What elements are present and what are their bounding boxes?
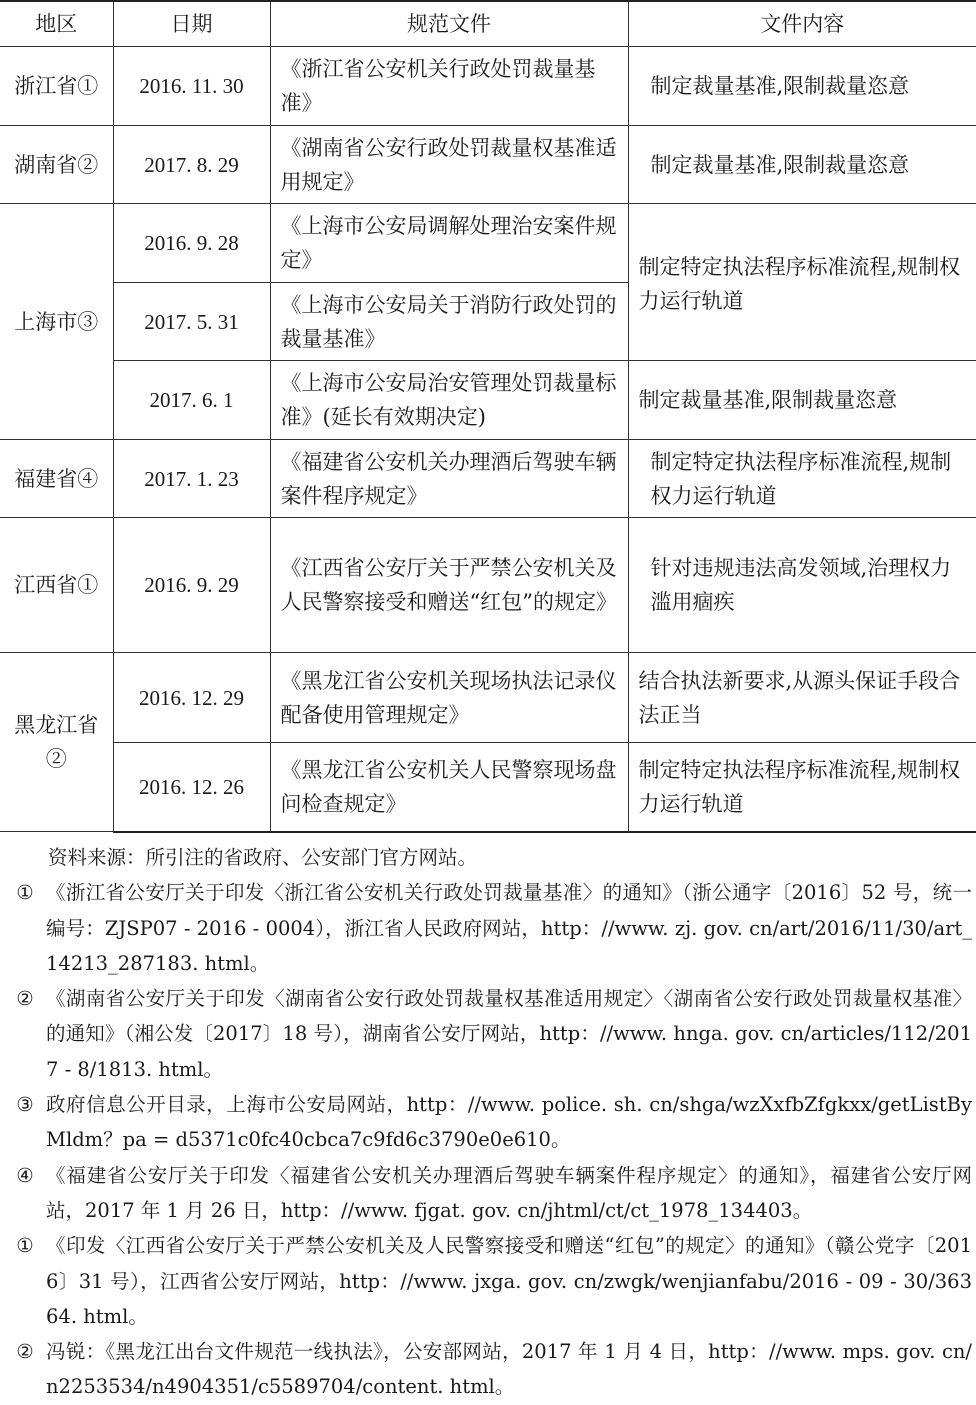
footnote-marker: ① [16, 1234, 34, 1258]
document-cell: 《上海市公安局关于消防行政处罚的裁量基准》 [270, 283, 628, 361]
document-cell: 《福建省公安机关办理酒后驾驶车辆案件程序规定》 [270, 440, 628, 518]
header-region: 地区 [0, 1, 113, 47]
content-cell: 制定裁量基准,限制裁量恣意 [628, 361, 976, 440]
table-row [0, 653, 976, 743]
date-cell: 2016. 11. 30 [113, 47, 270, 126]
document-cell: 《黑龙江省公安机关人民警察现场盘问检查规定》 [270, 743, 628, 832]
table-row [0, 440, 976, 518]
region-cell: 黑龙江省② [0, 653, 113, 832]
region-cell: 上海市③ [0, 204, 113, 440]
table-row [0, 518, 976, 653]
header-date: 日期 [113, 1, 270, 47]
footnote-text: 《浙江省公安厅关于印发〈浙江省公安机关行政处罚裁量基准〉的通知》（浙公通字〔2016〕52 号，统一编号：ZJSP07 - 2016 - 0004），浙江省人民政府网站，http：//www. zj. gov. cn/art/2016/11/30/art_ 14213_287183. html。 [46, 881, 972, 975]
footnote [0, 1334, 976, 1405]
content-cell: 结合执法新要求,从源头保证手段合法正当 [628, 653, 976, 743]
footnote-marker: ① [16, 881, 34, 905]
content-cell: 制定特定执法程序标准流程,规制权力运行轨道 [628, 204, 976, 361]
header-document: 规范文件 [270, 1, 628, 47]
document-cell: 《黑龙江省公安机关现场执法记录仪配备使用管理规定》 [270, 653, 628, 743]
date-cell: 2017. 5. 31 [113, 283, 270, 361]
footnote [0, 875, 976, 981]
source-line: 资料来源：所引注的省政府、公安部门官方网站。 [48, 846, 478, 869]
document-cell: 《江西省公安厅关于严禁公安机关及人民警察接受和赠送“红包”的规定》 [270, 518, 628, 653]
date-cell: 2017. 6. 1 [113, 361, 270, 440]
content-cell: 制定特定执法程序标准流程,规制权力运行轨道 [628, 440, 976, 518]
date-cell: 2017. 1. 23 [113, 440, 270, 518]
document-cell: 《上海市公安局调解处理治安案件规定》 [270, 204, 628, 283]
footnote-marker: ② [16, 987, 34, 1011]
footnote-text: 《印发〈江西省公安厅关于严禁公安机关及人民警察接受和赠送“红包”的规定〉的通知》（赣公党字〔2016〕31 号），江西省公安厅网站，http：//www. jxga. gov. cn/zwgk/wenjianfabu/2016 - 09 - 30/36364. html。 [46, 1234, 972, 1328]
footnote [0, 1228, 976, 1334]
region-cell: 湖南省② [0, 126, 113, 204]
date-cell: 2016. 12. 29 [113, 653, 270, 743]
table-row [0, 47, 976, 126]
footnote-text: 《湖南省公安厅关于印发〈湖南省公安行政处罚裁量权基准适用规定〉〈湖南省公安行政处罚裁量权基准〉的通知》（湘公发〔2017〕18 号），湖南省公安厅网站，http：//www. hnga. gov. cn/articles/112/2017 - 8/1813. html。 [46, 987, 972, 1081]
table-row [0, 743, 976, 832]
footnote-marker: ③ [16, 1093, 34, 1117]
document-cell: 《浙江省公安机关行政处罚裁量基准》 [270, 47, 628, 126]
footnote [0, 1087, 976, 1158]
content-cell: 制定裁量基准,限制裁量恣意 [628, 47, 976, 126]
footnote [0, 981, 976, 1087]
footnote-text: 《福建省公安厅关于印发〈福建省公安机关办理酒后驾驶车辆案件程序规定〉的通知》，福建省公安厅网站，2017 年 1 月 26 日，http：//www. fjgat. gov. cn/jhtml/ct/ct_1978_134403。 [46, 1163, 972, 1222]
content-cell: 制定裁量基准,限制裁量恣意 [628, 126, 976, 204]
content-cell: 针对违规违法高发领域,治理权力滥用痼疾 [628, 518, 976, 653]
table-row [0, 204, 976, 283]
region-cell: 江西省① [0, 518, 113, 653]
table-header-row [0, 1, 976, 47]
date-cell: 2017. 8. 29 [113, 126, 270, 204]
region-cell: 福建省④ [0, 440, 113, 518]
document-cell: 《湖南省公安行政处罚裁量权基准适用规定》 [270, 126, 628, 204]
date-cell: 2016. 9. 29 [113, 518, 270, 653]
footnote-marker: ② [16, 1340, 34, 1364]
date-cell: 2016. 9. 28 [113, 204, 270, 283]
footnotes [0, 840, 976, 1405]
content-cell: 制定特定执法程序标准流程,规制权力运行轨道 [628, 743, 976, 832]
footnote [0, 1158, 976, 1229]
date-cell: 2016. 12. 26 [113, 743, 270, 832]
document-cell: 《上海市公安局治安管理处罚裁量标准》(延长有效期决定) [270, 361, 628, 440]
header-content: 文件内容 [628, 1, 976, 47]
region-cell: 浙江省① [0, 47, 113, 126]
table-row [0, 361, 976, 440]
footnote-text: 冯锐：《黑龙江出台文件规范一线执法》，公安部网站，2017 年 1 月 4 日，http：//www. mps. gov. cn/n2253534/n4904351/c5589704/content. html。 [46, 1340, 972, 1399]
table-row [0, 126, 976, 204]
footnote-text: 政府信息公开目录，上海市公安局网站，http：//www. police. sh. cn/shga/wzXxfbZfgkxx/getListByMldm？pa = d5371c0fc40cbca7c9fd6c3790e0e610。 [46, 1093, 972, 1152]
footnote-marker: ④ [16, 1163, 34, 1187]
